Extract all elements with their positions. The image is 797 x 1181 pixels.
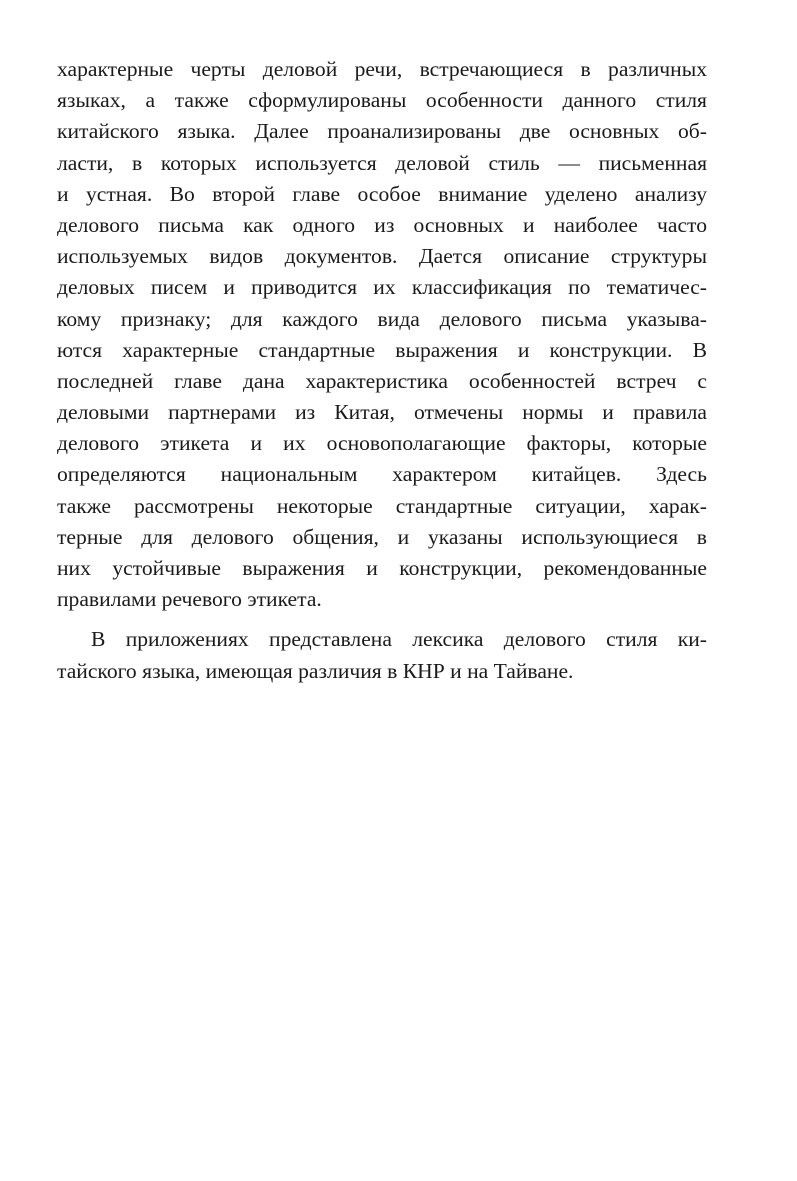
text-line: языках, а также сформулированы особенности данного стиля: [57, 88, 707, 113]
text-line: определяются национальным характером китайцев. Здесь: [57, 462, 707, 487]
text-line: также рассмотрены некоторые стандартные ситуации, харак-: [57, 493, 707, 518]
text-line: В приложениях представлена лексика делового стиля ки-: [91, 627, 707, 652]
text-line: терные для делового общения, и указаны использующиеся в: [57, 524, 707, 549]
document-page: [57, 54, 707, 687]
text-line: деловыми партнерами из Китая, отмечены нормы и правила: [57, 400, 707, 425]
text-line: правилами речевого этикета.: [57, 587, 322, 612]
text-line: делового этикета и их основополагающие факторы, которые: [57, 431, 707, 456]
text-line: характерные черты деловой речи, встречающиеся в различных: [57, 57, 707, 81]
text-line: тайского языка, имеющая различия в КНР и на Тайване.: [57, 658, 574, 683]
text-line: ются характерные стандартные выражения и конструкции. В: [57, 337, 707, 362]
paragraph-2: [57, 624, 707, 686]
text-line: деловых писем и приводится их классификация по тематичес-: [57, 275, 707, 300]
text-line: последней главе дана характеристика особенностей встреч с: [57, 368, 707, 393]
text-line: ласти, в которых используется деловой стиль — письменная: [57, 150, 707, 175]
text-line: и устная. Во второй главе особое внимание уделено анализу: [57, 181, 707, 206]
text-line: китайского языка. Далее проанализированы две основных об-: [57, 119, 707, 144]
paragraph-spacing: [57, 615, 707, 624]
text-line: используемых видов документов. Дается описание структуры: [57, 244, 707, 269]
paragraph-1: [57, 54, 707, 615]
text-line: них устойчивые выражения и конструкции, рекомендованные: [57, 556, 707, 580]
text-line: делового письма как одного из основных и наиболее часто: [57, 212, 707, 237]
text-line: кому признаку; для каждого вида делового письма указыва-: [57, 306, 707, 331]
